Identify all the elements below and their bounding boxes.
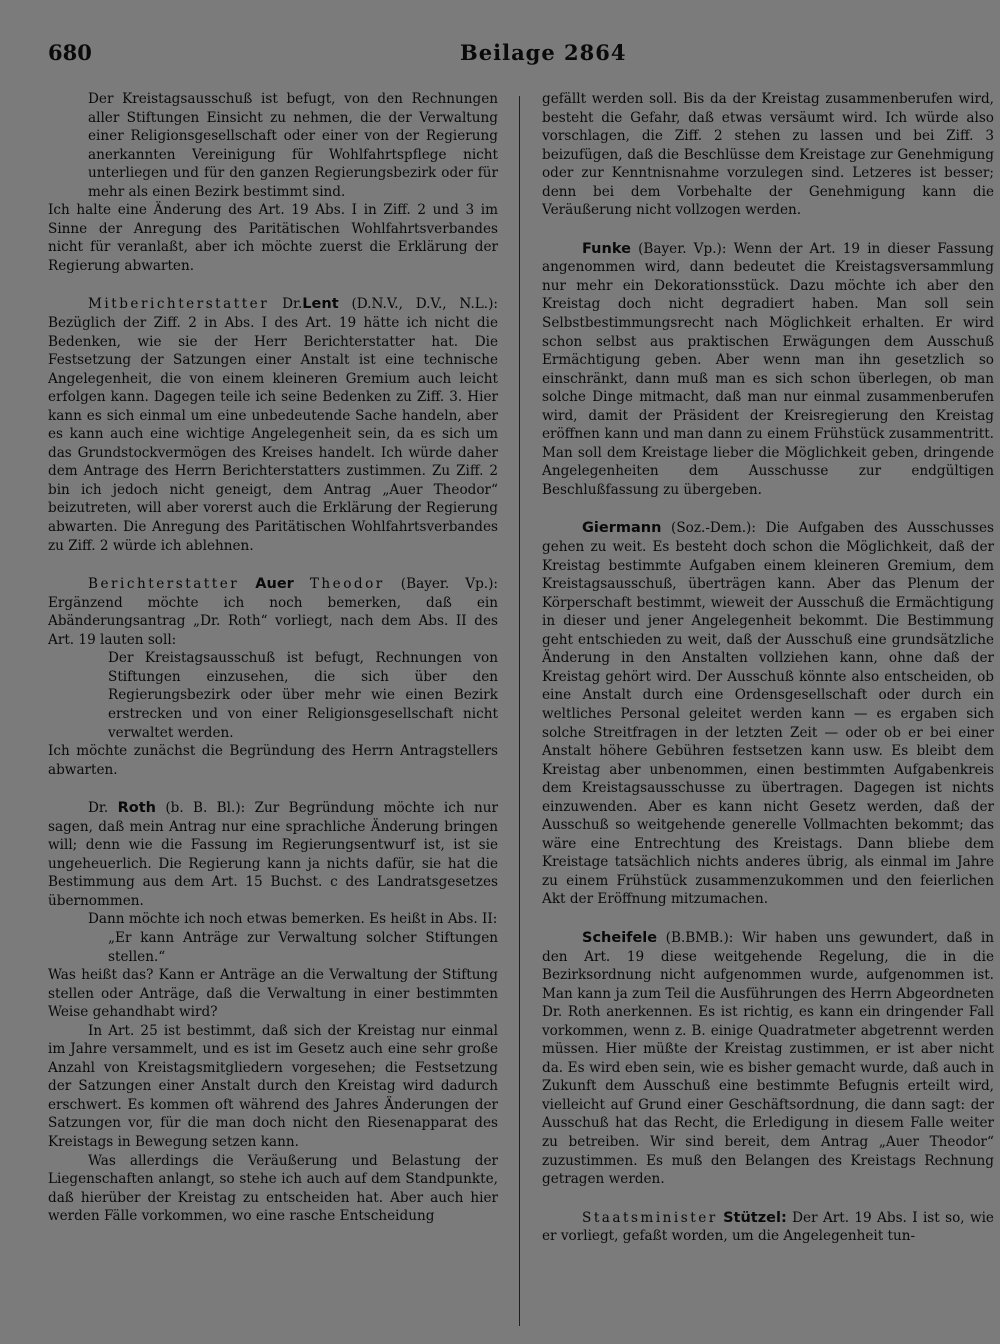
speaker-role: Mitberichterstatter bbox=[88, 296, 270, 313]
paragraph: Ich halte eine Änderung des Art. 19 Abs. I in Ziff. 2 und 3 im Sinne der Anregung des Paritätischen Wohlfahrtsverbandes nicht für veranlaßt, aber ich möchte zuerst die Erklärung der Regierung abwarten. bbox=[48, 202, 498, 274]
speaker-party: (Bayer. Vp.): bbox=[638, 240, 727, 257]
paragraph: gefällt werden soll. Bis da der Kreistag zusammenberufen wird, besteht die Gefahr, daß etwas versäumt wird. Ich würde also vorschlagen, die Ziff. 2 stehen zu lassen und bei Ziff. 3 beizufügen, daß die Beschlüsse dem Kreistage zur Genehmigung oder zur Kenntnisnahme vorzulegen sind. Letzeres ist besser; denn bei dem Vorbehalte der Genehmigung kann die Veräußerung nicht vollzogen werden. bbox=[542, 91, 994, 219]
paragraph: Was heißt das? Kann er Anträge an die Verwaltung der Stiftung stellen oder Anträge, daß die Verwaltung in einer bestimmten Weise gehandhabt wird? bbox=[48, 967, 498, 1021]
speaker-paragraph-roth bbox=[48, 799, 498, 910]
supplement-title: Beilage 2864 bbox=[460, 40, 627, 65]
speaker-title: Dr. bbox=[88, 800, 109, 817]
paragraph: In Art. 25 ist bestimmt, daß sich der Kreistag nur einmal im Jahre versammelt, und es ist im Gesetz auch eine sehr große Anzahl von Kreistagsmitgliedern vorgesehen; die Festsetzung der Satzungen einer Anstalt durch den Kreistag wird dadurch erschwert. Es kommen oft während des Jahres Änderungen der Satzungen vor, für die man doch nicht den Riesenapparat des Kreistags in Bewegung setzen kann. bbox=[48, 1022, 498, 1150]
column-divider bbox=[519, 96, 520, 1326]
right-column bbox=[542, 90, 994, 1330]
speaker-name: Giermann bbox=[582, 520, 662, 537]
speaker-name: Funke bbox=[582, 240, 631, 257]
speaker-name: Auer bbox=[255, 576, 294, 593]
paragraph: Dann möchte ich noch etwas bemerken. Es heißt in Abs. II: bbox=[88, 911, 498, 928]
speech-text: Ergänzend möchte ich noch bemerken, daß ein Abänderungsantrag „Dr. Roth“ vorliegt, nach dem Abs. II des Art. 19 lauten soll: bbox=[48, 594, 498, 648]
speaker-title: Dr. bbox=[282, 296, 303, 313]
speaker-name: Roth bbox=[117, 800, 156, 817]
paragraph: Ich möchte zunächst die Begründung des Herrn Antragstellers abwarten. bbox=[48, 743, 498, 778]
speaker-name-second: Theodor bbox=[309, 576, 385, 593]
speech-text: Bezüglich der Ziff. 2 in Abs. I des Art. 19 hätte ich nicht die Bedenken, wie sie der Herr Berichterstatter hat. Die Festsetzung der Satzungen einer Anstalt ist eine technische Angelegenheit, die von einem kleineren Gremium auch leicht erfolgen kann. Dagegen teile ich seine Bedenken zu Ziff. 3. Hier kann es sich einmal um eine unbedeutende Sache handeln, aber es kann auch eine wichtige Angelegenheit sein, da es sich um das Grundstockvermögen des Kreises handelt. Ich würde daher dem Antrage des Herrn Berichterstatters zustimmen. Zu Ziff. 2 bin ich jedoch nicht geneigt, dem Antrag „Auer Theodor“ beizutreten, will aber vorerst auch die Erklärung der Regierung abwarten. Die Anregung des Paritätischen Wohlfahrtsverbandes zu Ziff. 2 würde ich ablehnen. bbox=[48, 315, 498, 554]
speaker-role: Berichterstatter bbox=[88, 576, 240, 593]
quoted-paragraph: Der Kreistagsausschuß ist befugt, Rechnungen von Stiftungen einzusehen, die sich über den Regierungsbezirk oder über mehr wie einen Bezirk erstrecken und von einer Religionsgesellschaft nicht verwaltet werden. bbox=[108, 650, 498, 741]
speaker-party: (Bayer. Vp.): bbox=[400, 576, 498, 593]
speech-text: Der Art. 19 Abs. I ist so, wie er vorliegt, gefaßt worden, um die Angelegenheit tun- bbox=[542, 1209, 994, 1245]
speaker-name: Stützel: bbox=[723, 1209, 787, 1226]
speech-text: Zur Begründung möchte ich nur sagen, daß mein Antrag nur eine sprachliche Änderung bringen will; denn wie die Fassung im Regierungsentwurf ist, ist sie ungeheuerlich. Die Regierung kann ja nichts dafür, sie hat die Bestimmung aus dem Art. 15 Buchst. c des Landratsgesetzes übernommen. bbox=[48, 800, 498, 909]
speech-text: Wir haben uns gewundert, daß in den Art. 19 diese weitgehende Regelung, die in die Bezirksordnung nicht aufgenommen wurde, aufgenommen ist. Man kann ja zum Teil die Ausführungen des Herrn Abgeordneten Dr. Roth anerkennen. Es ist richtig, es kann ein dringender Fall vorkommen, wenn z. B. einige Quadratmeter abgetrennt werden müssen. Hier müßte der Kreistag zustimmen, er ist aber nicht da. Es wird eben sein, wie es bisher gemacht wurde, daß auch in Zukunft dem Ausschuß eine bestimmte Befugnis erteilt wird, vielleicht auf Grund einer Geschäftsordnung, die dann sagt: der Ausschuß hat das Recht, die Erledigung in diesem Falle weiter zu betreiben. Wir sind bereit, dem Antrag „Auer Theodor“ zuzustimmen. Es muß den Belangen des Kreistags Rechnung getragen werden. bbox=[542, 929, 994, 1188]
quoted-paragraph: „Er kann Anträge zur Verwaltung solcher Stiftungen stellen.“ bbox=[108, 929, 498, 965]
speaker-name: Lent bbox=[302, 296, 339, 313]
speaker-role: Staatsminister bbox=[582, 1209, 718, 1226]
speaker-paragraph-lent bbox=[48, 295, 498, 555]
speaker-paragraph-funke bbox=[542, 240, 994, 500]
quoted-paragraph: Der Kreistagsausschuß ist befugt, von den Rechnungen aller Stiftungen Einsicht zu nehmen, die der Verwaltung einer Religionsgesellschaft oder einer von der Regierung anerkannten Vereinigung für Wohlfahrtspflege nicht unterliegen und für den ganzen Regierungsbezirk oder für mehr als einen Bezirk bestimmt sind. bbox=[88, 91, 498, 200]
speaker-paragraph-stuetzel bbox=[542, 1209, 994, 1246]
paragraph: Was allerdings die Veräußerung und Belastung der Liegenschaften anlangt, so stehe ich auch auf dem Standpunkte, daß hierüber der Kreistag zu entscheiden hat. Aber auch hier werden Fälle vorkommen, wo eine rasche Entscheidung bbox=[48, 1152, 498, 1225]
speech-text: Wenn der Art. 19 in dieser Fassung angenommen wird, dann bedeutet die Kreistagsversammlung nur mehr ein Dekorationsstück. Dazu möchte ich aber den Kreistag doch nicht degradiert haben. Man soll sein Selbstbestimmungsrecht nach Möglichkeit erhalten. Er wird schon selbst aus praktischen Erwägungen dem Ausschuß Ermächtigung geben. Aber wenn man ihn gesetzlich so einschränkt, dann muß man es sich schon überlegen, ob man solche Dinge mitmacht, daß man nur einmal zusammenberufen wird, damit der Präsident der Kreisregierung den Kreistag eröffnen kann und man dann zu einem Frühstück zusammentritt. Man soll dem Kreistage lieber die Möglichkeit geben, dringende Angelegenheiten dem Ausschusse zur endgültigen Beschlußfassung zu übergeben. bbox=[542, 240, 994, 498]
page-number: 680 bbox=[48, 40, 92, 65]
speaker-party: (Soz.-Dem.): bbox=[671, 520, 756, 537]
page-header bbox=[0, 40, 1000, 74]
speaker-party: (b. B. Bl.): bbox=[165, 800, 246, 817]
speaker-name: Scheifele bbox=[582, 929, 658, 946]
speaker-paragraph-auer bbox=[48, 575, 498, 649]
speaker-party: (B.BMB.): bbox=[665, 929, 734, 946]
speaker-party: (D.N.V., D.V., N.L.): bbox=[351, 296, 498, 313]
left-column bbox=[48, 90, 498, 1330]
speech-text: Die Aufgaben des Ausschusses gehen zu weit. Es besteht doch schon die Möglichkeit, daß der Kreistag bestimmte Aufgaben einem kleineren Gremium, dem Kreistagsausschuß, überträgen kann. Aber das Plenum der Körperschaft bestimmt, wieweit der Ausschuß die Ermächtigung in dieser und jener Angelegenheit bekommt. Die Bestimmung geht entschieden zu weit, daß der Ausschuß eine grundsätzliche Änderung in den Anstalten vollziehen kann, ohne daß der Kreistag gehört wird. Der Ausschuß könnte also entscheiden, ob eine Anstalt durch eine Ordensgesellschaft oder durch ein weltliches Personal geleitet werden kann — es ergaben sich solche Streitfragen in der letzten Zeit — oder ob er bei einer Anstalt höhere Gebühren festsetzen kann usw. Es bleibt dem Kreistag aber unbenommen, einen bestimmten Aufgabenkreis dem Kreistagsausschusse zu übertragen. Dagegen ist nichts einzuwenden. Aber es kann nicht Gesetz werden, daß der Ausschuß so weitgehende generelle Vollmachten bekommt; das wäre eine Entrechtung des Kreistags. Dann bliebe dem Kreistage tatsächlich nichts anderes übrig, als einmal im Jahre zu einem Frühstück zusammenzukommen und den feierlichen Akt der Eröffnung mitzumachen. bbox=[542, 520, 994, 908]
speaker-paragraph-giermann bbox=[542, 519, 994, 908]
speaker-paragraph-scheifele bbox=[542, 929, 994, 1189]
